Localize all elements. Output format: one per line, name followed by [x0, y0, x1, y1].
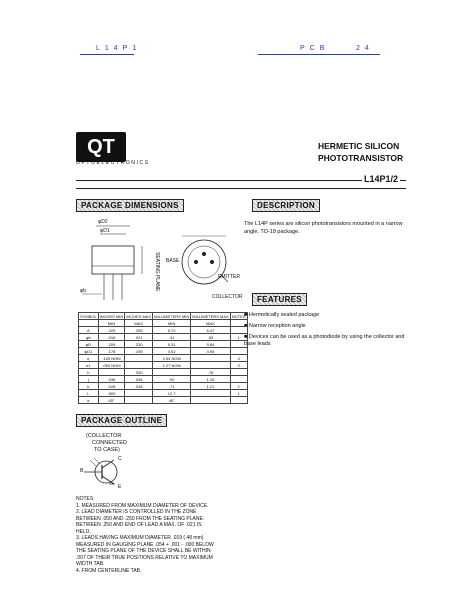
dimension-header-cell: INCHES MAX — [126, 313, 152, 319]
table-row — [79, 390, 248, 397]
title-divider-2 — [76, 188, 406, 189]
logo-caption: OPTOELECTRONICS — [76, 160, 150, 166]
dimension-cell: 4.95 — [191, 348, 230, 355]
dimension-cell: .41 — [153, 334, 191, 341]
dimension-cell — [125, 390, 153, 397]
title-line-2: PHOTOTRANSISTOR — [318, 153, 404, 163]
dimension-cell — [191, 362, 230, 369]
pin-c-label: C — [118, 456, 122, 462]
dimension-cell: 4.52 — [153, 348, 191, 355]
dimension-cell — [191, 397, 230, 404]
part-link-underline — [80, 54, 134, 55]
dimension-cell — [153, 369, 191, 376]
dimension-cell: 1 — [230, 334, 247, 341]
dimension-cell: .046 — [125, 376, 153, 383]
dimension-cell — [230, 348, 247, 355]
package-bottom-view-drawing — [172, 232, 236, 296]
table-row — [79, 355, 248, 362]
table-row — [79, 383, 248, 390]
feature-item: ■ Narrow reception angle — [244, 323, 306, 329]
dimension-cell: L — [79, 390, 99, 397]
notes-heading: NOTES: — [76, 496, 95, 502]
dimension-table — [78, 312, 248, 404]
lead-base-label: BASE — [166, 258, 180, 264]
table-row — [79, 397, 248, 404]
dimension-cell: .230 — [125, 341, 153, 348]
dimension-cell — [230, 369, 247, 376]
dimension-cell — [98, 369, 125, 376]
table-row — [79, 362, 248, 369]
part-link[interactable]: L14P1 — [96, 45, 142, 52]
note-item: 3. LEADS HAVING MAXIMUM DIAMETER .019 (.48 mm) MEASURED IN GAUGING PLANE .054 + .001 - .000 BELOW THE SEATING PLANE OF THE DEVICE SHALL BE WITHIN .007 OF THEIR TRUE POSITIONS RELATIVE TO MAXIMUM WIDTH TAB. — [76, 535, 214, 567]
dimension-cell: .92 — [153, 376, 191, 383]
dimension-cell — [191, 355, 230, 362]
dimension-cell — [79, 320, 99, 327]
dimension-cell: φD — [79, 341, 99, 348]
dimension-cell — [191, 390, 230, 397]
dimension-cell: 6.47 — [191, 327, 230, 334]
dimension-cell: 3 — [230, 355, 247, 362]
dimension-cell — [230, 341, 247, 348]
feature-item: ■ Devices can be used as a photodiode by using the collector and base leads — [244, 334, 405, 347]
dimension-header-cell: NOTES — [231, 313, 246, 319]
transistor-symbol — [76, 452, 136, 492]
dimension-table-header — [79, 313, 248, 320]
dimension-cell: 5.84 — [191, 341, 230, 348]
lead-emitter-label: EMITTER — [218, 274, 240, 280]
table-row — [79, 334, 248, 341]
dimension-cell: 5.31 — [153, 341, 191, 348]
phi-d1-label: φD1 — [100, 228, 110, 234]
outline-label-3: TO CASE) — [94, 447, 120, 453]
dimension-cell — [230, 327, 247, 334]
features-heading: FEATURES — [252, 293, 307, 306]
part-number: L14P1/2 — [364, 174, 399, 184]
title-line-1: HERMETIC SILICON — [318, 141, 400, 151]
description-heading: DESCRIPTION — [252, 199, 320, 212]
dimension-header-cell: MILLIMETERS MIN — [154, 313, 190, 319]
dimension-cell: .195 — [125, 348, 153, 355]
notes-block — [76, 496, 216, 574]
outline-label-2: CONNECTED — [92, 440, 127, 446]
note-item: 2. LEAD DIAMETER IS CONTROLLED IN THE ZONE BETWEEN .050 AND .250 FROM THE SEATING PLANE. BETWEEN .250 AND END OF LEAD A MAX. OF .021 IS HELD. — [76, 509, 205, 535]
dimension-cell: 2 — [230, 383, 247, 390]
title-divider — [76, 180, 406, 181]
dimension-cell: .028 — [98, 383, 125, 390]
dimension-cell — [230, 376, 247, 383]
lead-collector-label: COLLECTOR — [212, 294, 243, 300]
dimension-cell: 12.7 — [153, 390, 191, 397]
company-logo: QT — [76, 132, 126, 162]
dimension-cell: φb — [79, 334, 99, 341]
dimension-cell — [125, 362, 153, 369]
table-row — [79, 320, 248, 327]
dimension-cell: 45° — [153, 397, 191, 404]
dimension-cell: .71 — [153, 383, 191, 390]
dimension-cell — [125, 355, 153, 362]
table-row — [79, 376, 248, 383]
feature-item: ■ Hermetically sealed package — [244, 312, 320, 318]
dimension-cell: φD1 — [79, 348, 99, 355]
dimension-cell — [125, 397, 153, 404]
dimension-cell: .53 — [191, 334, 230, 341]
dimension-cell: 1.16 — [191, 376, 230, 383]
dimension-cell: .050 NOM — [98, 362, 125, 369]
dimension-cell: 1.27 NOM — [153, 362, 191, 369]
dimension-cell: MAX — [191, 320, 230, 327]
dimension-cell: .030 — [125, 369, 153, 376]
table-row — [79, 348, 248, 355]
pin-e-label: E — [118, 484, 122, 490]
phi-b-label: φb — [80, 288, 87, 294]
dimension-cell: α — [79, 397, 99, 404]
dimension-header-cell: MILLIMETERS MAX — [192, 313, 229, 319]
dimension-cell: .209 — [98, 341, 125, 348]
dimension-cell: A — [79, 327, 99, 334]
dimension-cell: 3 — [230, 362, 247, 369]
table-row — [79, 341, 248, 348]
dimension-cell: .500 — [98, 390, 125, 397]
dimension-cell: 2.54 NOM — [153, 355, 191, 362]
board-link[interactable]: PCB — [300, 45, 330, 52]
package-outline-heading: PACKAGE OUTLINE — [76, 414, 167, 427]
dimension-cell — [230, 320, 247, 327]
note-item: 4. FROM CENTERLINE TAB. — [76, 567, 142, 574]
dimension-cell: .016 — [98, 334, 125, 341]
note-item: 1. MEASURED FROM MAXIMUM DIAMETER OF DEVICE. — [76, 502, 209, 509]
dimension-header-cell: SYMBOL — [80, 313, 97, 319]
dimension-cell: .100 NOM — [98, 355, 125, 362]
dimension-cell: .048 — [125, 383, 153, 390]
dimension-cell: k — [79, 383, 99, 390]
dimension-cell: 45° — [98, 397, 125, 404]
outline-label-1: (COLLECTOR — [86, 433, 122, 439]
dimension-cell: j — [79, 376, 99, 383]
dimension-cell: .225 — [98, 327, 125, 334]
board-link-underline — [258, 54, 380, 55]
dimension-cell: MIN — [98, 320, 125, 327]
package-dimensions-heading: PACKAGE DIMENSIONS — [76, 199, 184, 212]
pin-b-label: B — [80, 468, 84, 474]
dimension-cell: .178 — [98, 348, 125, 355]
dimension-cell: e — [79, 355, 99, 362]
dimension-cell: .021 — [125, 334, 153, 341]
dimension-cell: 5.72 — [153, 327, 191, 334]
dimension-header-cell: INCHES MIN — [99, 313, 124, 319]
dimension-cell: MIN — [153, 320, 191, 327]
dimension-cell: MAX — [125, 320, 153, 327]
table-row — [79, 327, 248, 334]
seating-plane-label: SEATING PLANE — [154, 252, 160, 292]
dimension-cell: h — [79, 369, 99, 376]
dimension-cell: .76 — [191, 369, 230, 376]
table-row — [79, 369, 248, 376]
dimension-cell: 1.21 — [191, 383, 230, 390]
dimension-cell: e1 — [79, 362, 99, 369]
dimension-cell: 1 — [230, 390, 247, 397]
dimension-cell: .036 — [98, 376, 125, 383]
page-link[interactable]: 24 — [356, 45, 374, 52]
description-text: The L14P series are silicon phototransistors mounted in a narrow angle, TO-18 package. — [244, 221, 403, 235]
dimension-cell: .255 — [125, 327, 153, 334]
dimension-cell — [230, 397, 247, 404]
phi-d2-label: φD2 — [98, 219, 108, 225]
